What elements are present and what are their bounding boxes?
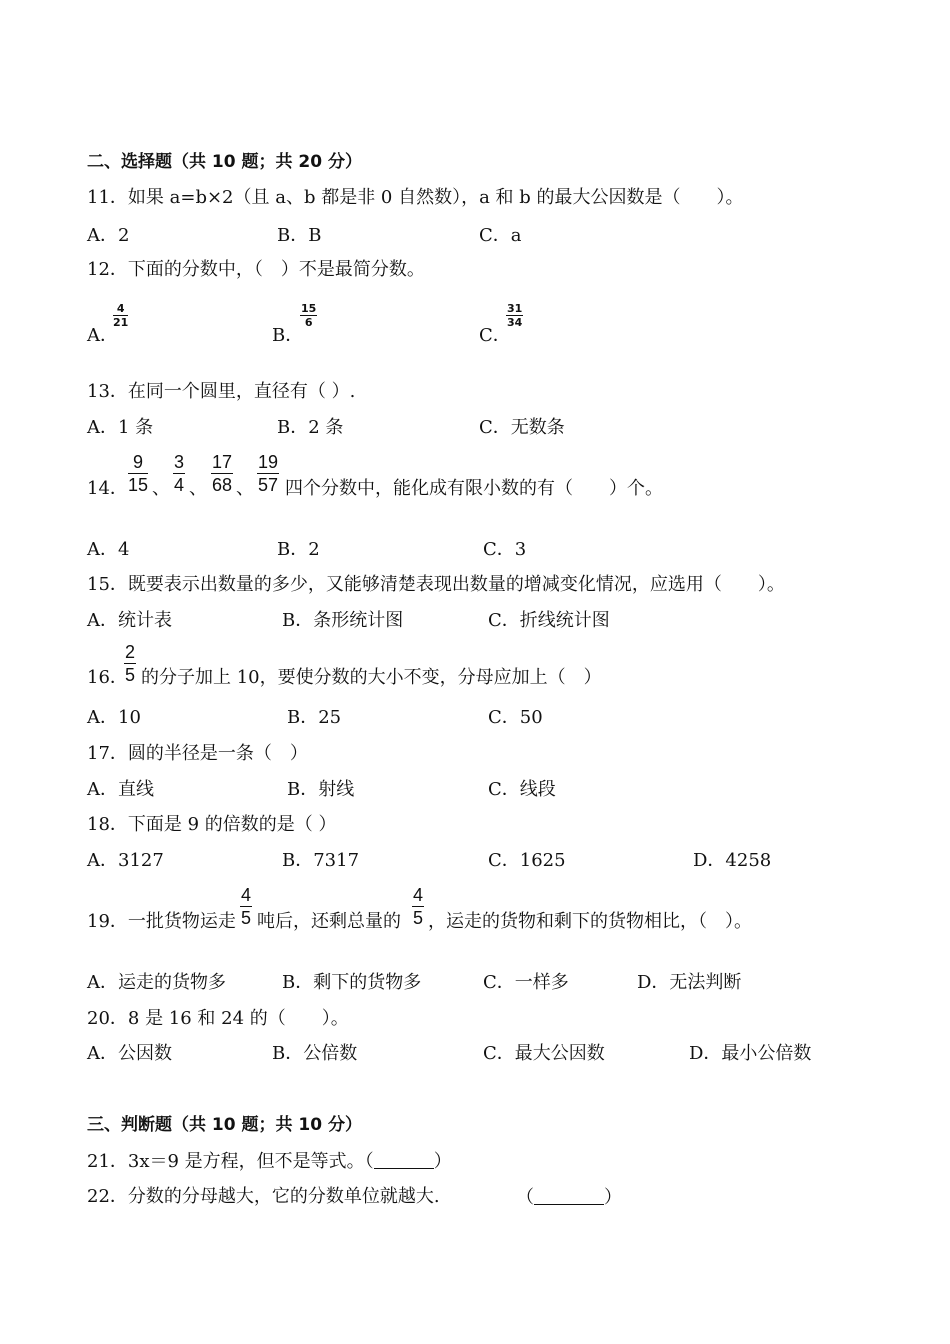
question-15: 15．既要表示出数量的多少，又能够清楚表现出数量的增减变化情况，应选用（ ）。	[87, 574, 785, 595]
q20-option-d: D．最小公倍数	[689, 1043, 812, 1064]
q13-option-c: C．无数条	[479, 417, 565, 438]
fraction-denominator: 15	[128, 475, 149, 495]
q19-option-a: A．运走的货物多	[87, 972, 226, 993]
fraction-numerator: 4	[413, 885, 424, 905]
question-20: 20．8 是 16 和 24 的（ ）。	[87, 1008, 349, 1029]
q12-option-b-label: B．	[272, 325, 304, 346]
fraction-numerator: 9	[128, 453, 148, 474]
fraction-denominator: 5	[125, 665, 136, 685]
q16-fraction	[124, 643, 136, 684]
q19-option-b: B．剩下的货物多	[282, 972, 422, 993]
q20-option-b: B．公倍数	[272, 1043, 358, 1064]
fraction-denominator: 57	[258, 475, 279, 495]
fraction-numerator: 19	[258, 452, 279, 472]
q14-fraction-3	[211, 453, 233, 494]
q19-fraction-1	[240, 886, 252, 927]
q15-option-b: B．条形统计图	[282, 610, 404, 631]
q19-middle-text: 吨后，还剩总量的	[257, 911, 401, 932]
q18-option-a: A．3127	[87, 850, 164, 871]
q17-option-b: B．射线	[287, 779, 355, 800]
q16-option-b: B．25	[287, 707, 342, 728]
fraction-denominator: 5	[413, 908, 424, 928]
q13-option-b: B．2 条	[277, 417, 344, 438]
q14-prefix: 14．	[87, 478, 128, 499]
question-13: 13．在同一个圆里，直径有（ ）.	[87, 381, 356, 402]
q14-option-c: C．3	[483, 539, 527, 560]
q12-option-a-label: A．	[87, 325, 118, 346]
fraction-denominator: 34	[507, 316, 523, 329]
fraction-denominator: 4	[174, 475, 185, 495]
section-3-heading: 三、判断题（共 10 题；共 10 分）	[87, 1115, 362, 1135]
fraction-numerator: 31	[507, 302, 523, 315]
question-18: 18．下面是 9 的倍数的是（ ）	[87, 814, 337, 835]
q14-separator: 、	[152, 478, 170, 499]
q14-fraction-4	[257, 453, 279, 494]
q11-option-b: B．B	[277, 225, 322, 246]
q22-answer-bracket	[516, 1188, 622, 1207]
q14-suffix: 四个分数中，能化成有限小数的有（ ）个。	[285, 478, 663, 499]
q22-close-paren: ）	[604, 1187, 622, 1208]
question-21	[87, 1152, 452, 1171]
q16-option-a: A．10	[87, 707, 141, 728]
q12-option-c-fraction	[506, 303, 523, 328]
q22-answer-blank[interactable]	[534, 1188, 604, 1205]
fraction-numerator: 4	[241, 885, 252, 905]
q18-option-c: C．1625	[488, 850, 566, 871]
section-2-heading: 二、选择题（共 10 题；共 20 分）	[87, 152, 362, 172]
q19-prefix: 19．一批货物运走	[87, 911, 236, 932]
q15-option-c: C．折线统计图	[488, 610, 610, 631]
q19-option-d: D．无法判断	[637, 972, 742, 993]
fraction-denominator: 68	[212, 475, 233, 495]
question-22: 22．分数的分母越大，它的分数单位就越大.	[87, 1186, 440, 1207]
q18-option-b: B．7317	[282, 850, 360, 871]
q11-option-a: A．2	[87, 225, 130, 246]
fraction-denominator: 6	[304, 316, 313, 329]
fraction-numerator: 4	[113, 303, 128, 316]
q14-option-b: B．2	[277, 539, 320, 560]
q12-option-b-fraction	[300, 303, 317, 328]
q11-option-c: C．a	[479, 225, 522, 246]
q22-open-paren: （	[516, 1187, 534, 1208]
q21-text: 21．3x＝9 是方程，但不是等式。（	[87, 1151, 374, 1172]
question-17: 17．圆的半径是一条（ ）	[87, 743, 308, 764]
q12-option-a-fraction	[113, 303, 128, 328]
fraction-denominator: 5	[241, 908, 252, 928]
q14-fraction-1	[128, 453, 148, 494]
q15-option-a: A．统计表	[87, 610, 172, 631]
question-11: 11．如果 a=b×2（且 a、b 都是非 0 自然数），a 和 b 的最大公因数是（ ）。	[87, 187, 744, 208]
q18-option-d: D．4258	[693, 850, 772, 871]
q17-option-c: C．线段	[488, 779, 556, 800]
q17-option-a: A．直线	[87, 779, 154, 800]
q21-answer-blank[interactable]	[374, 1152, 434, 1169]
fraction-numerator: 2	[125, 642, 136, 662]
q14-separator: 、	[236, 478, 254, 499]
q19-option-c: C．一样多	[483, 972, 569, 993]
fraction-denominator: 21	[113, 316, 129, 329]
q20-option-a: A．公因数	[87, 1043, 172, 1064]
q16-option-c: C．50	[488, 707, 543, 728]
q14-separator: 、	[189, 478, 207, 499]
q20-option-c: C．最大公因数	[483, 1043, 605, 1064]
q16-suffix: 的分子加上 10，要使分数的大小不变，分母应加上（ ）	[141, 667, 602, 688]
fraction-numerator: 17	[212, 452, 233, 472]
q16-prefix: 16．	[87, 667, 128, 688]
question-12: 12．下面的分数中，（ ）不是最简分数。	[87, 259, 425, 280]
q14-fraction-2	[173, 453, 185, 494]
q19-fraction-2	[412, 886, 424, 927]
q21-close-paren: ）	[433, 1151, 452, 1172]
q13-option-a: A．1 条	[87, 417, 154, 438]
q19-suffix: ，运走的货物和剩下的货物相比，（ ）。	[428, 911, 752, 932]
fraction-numerator: 3	[174, 452, 185, 472]
fraction-numerator: 15	[301, 302, 317, 315]
q12-option-c-label: C．	[479, 325, 511, 346]
q14-option-a: A．4	[87, 539, 130, 560]
